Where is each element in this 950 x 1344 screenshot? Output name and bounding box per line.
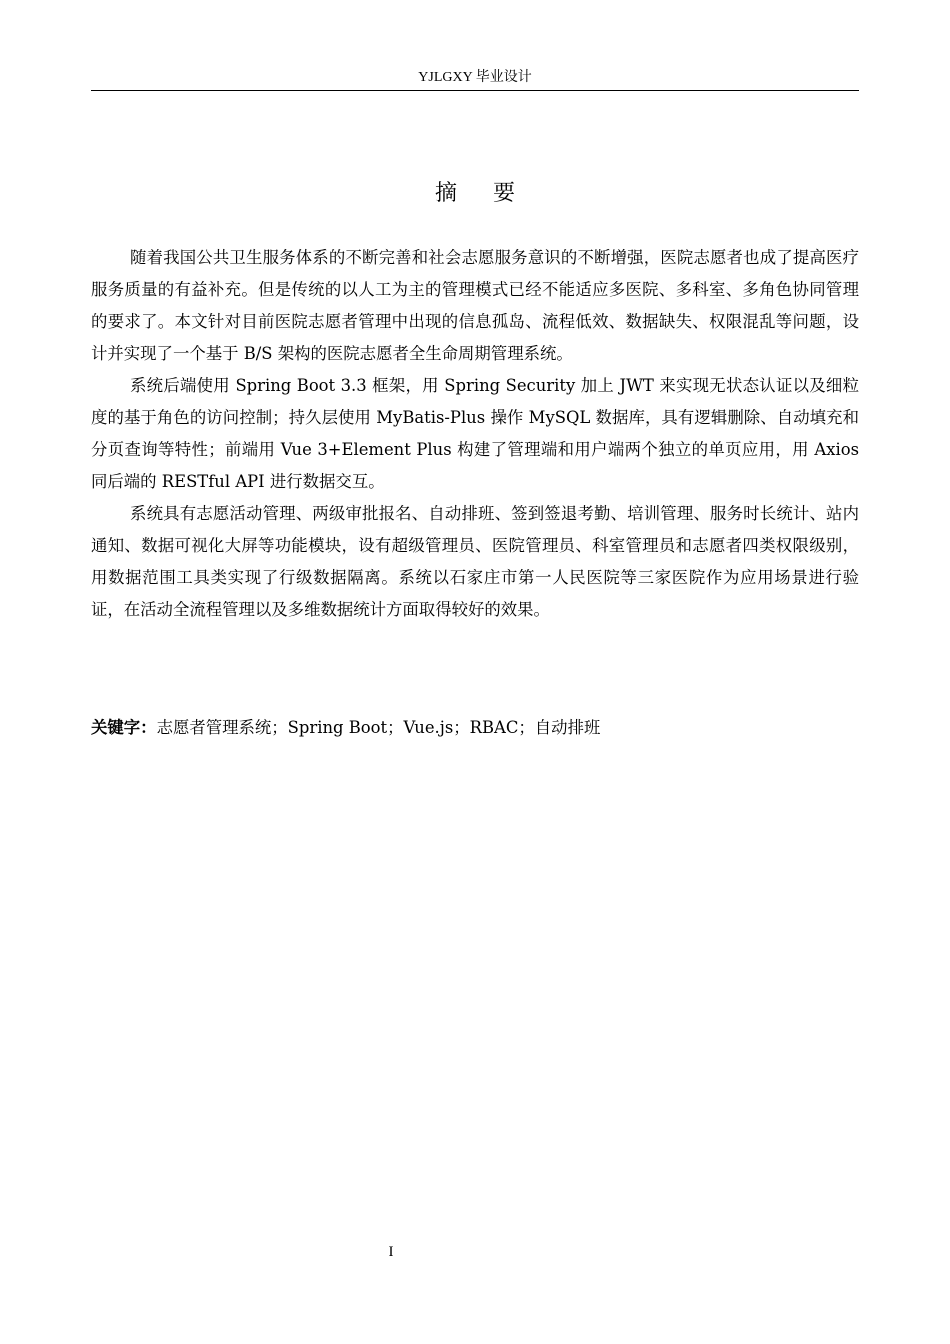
page-number: I: [388, 1244, 394, 1260]
keywords-value: 志愿者管理系统；Spring Boot；Vue.js；RBAC；自动排班: [156, 718, 601, 737]
keywords-label: 关键字：: [91, 718, 157, 737]
abstract-body: [91, 242, 859, 626]
header-rule: [91, 90, 859, 91]
page-header: YJLGXY 毕业设计: [418, 70, 532, 85]
abstract-paragraph-2: 系统后端使用 Spring Boot 3.3 框架，用 Spring Security 加上 JWT 来实现无状态认证以及细粒度的基于角色的访问控制；持久层使用 MyBatis-Plus 操作 MySQL 数据库，具有逻辑删除、自动填充和分页查询等特性；前端用 Vue 3+Element Plus 构建了管理端和用户端两个独立的单页应用，用 Axios 同后端的 RESTful API 进行数据交互。: [91, 376, 859, 491]
abstract-paragraph-1: 随着我国公共卫生服务体系的不断完善和社会志愿服务意识的不断增强，医院志愿者也成了提高医疗服务质量的有益补充。但是传统的以人工为主的管理模式已经不能适应多医院、多科室、多角色协同管理的要求了。本文针对目前医院志愿者管理中出现的信息孤岛、流程低效、数据缺失、权限混乱等问题，设计并实现了一个基于 B/S 架构的医院志愿者全生命周期管理系统。: [91, 248, 859, 363]
abstract-paragraph-3: 系统具有志愿活动管理、两级审批报名、自动排班、签到签退考勤、培训管理、服务时长统计、站内通知、数据可视化大屏等功能模块，设有超级管理员、医院管理员、科室管理员和志愿者四类权限级别，用数据范围工具类实现了行级数据隔离。系统以石家庄市第一人民医院等三家医院作为应用场景进行验证，在活动全流程管理以及多维数据统计方面取得较好的效果。: [91, 504, 859, 619]
keywords-line: [91, 712, 859, 744]
abstract-title: 摘要: [434, 181, 551, 206]
